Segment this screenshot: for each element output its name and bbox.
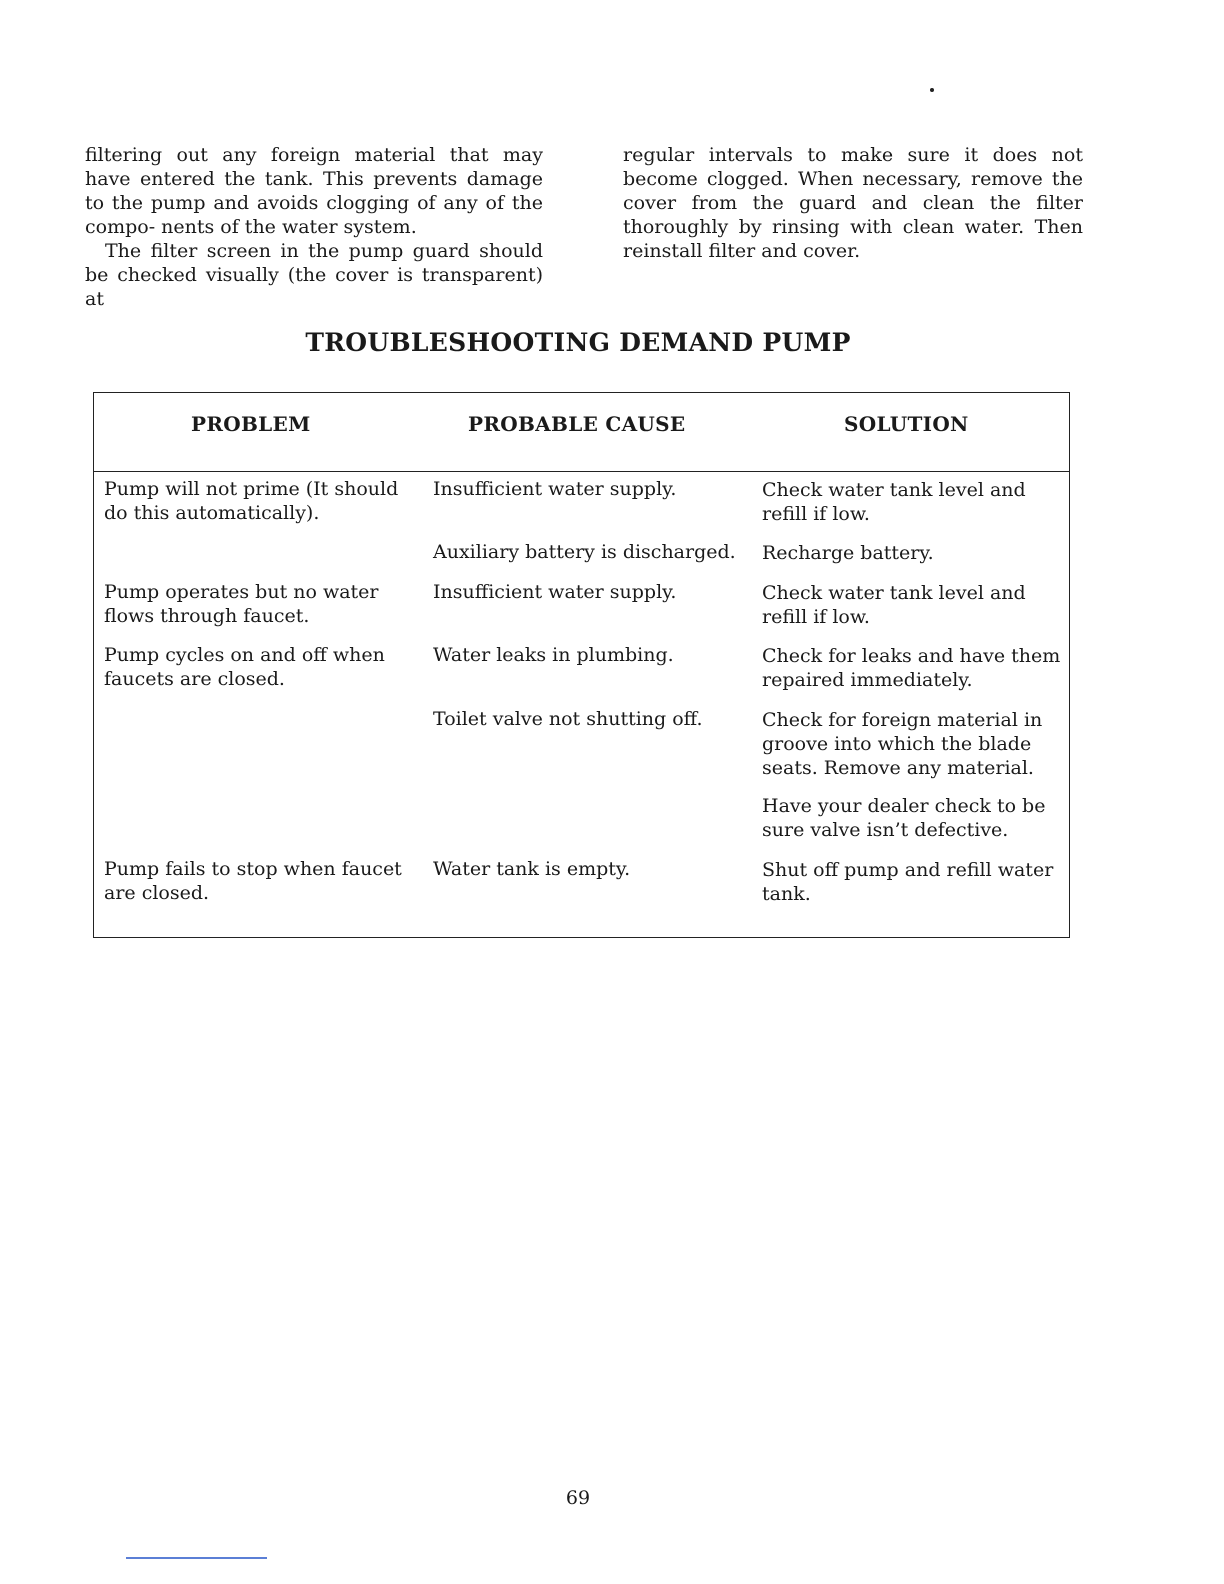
cell-solution-7: Shut off pump and refill water tank. <box>762 859 1054 905</box>
cell-solution-2: Recharge battery. <box>762 542 934 564</box>
cell-solution-5: Check for foreign material in groove into which the blade seats. Remove any material. <box>762 709 1043 779</box>
intro-right-column <box>623 143 1083 263</box>
cell-problem-3: Pump operates but no water flows through faucet. <box>104 581 379 627</box>
cell-cause-7: Water tank is empty. <box>433 858 631 880</box>
cell-cause-4: Water leaks in plumbing. <box>433 644 674 666</box>
cell-cause-1: Insufficient water supply. <box>433 478 677 500</box>
cell-problem-7: Pump fails to stop when faucet are closed. <box>104 858 402 904</box>
intro-paragraph-3: regular intervals to make sure it does not become clogged. When necessary, remove the cover from the guard and clean the filter thoroughly by rinsing with clean water. Then reinstall filter and cover. <box>623 144 1083 262</box>
cell-cause-5: Toilet valve not shutting off. <box>433 708 703 730</box>
page-number: 69 <box>565 1487 591 1509</box>
header-solution: SOLUTION <box>844 412 969 436</box>
footer-rule <box>126 1557 267 1559</box>
intro-paragraph-2: The filter screen in the pump guard should be checked visually (the cover is transparent) at <box>85 240 543 310</box>
header-problem: PROBLEM <box>191 412 311 436</box>
intro-paragraph-1: filtering out any foreign material that may have entered the tank. This prevents damage to the pump and avoids clogging of any of the compo- nents of the water system. <box>85 144 543 238</box>
intro-left-column <box>85 143 543 311</box>
cell-solution-6: Have your dealer check to be sure valve isn’t defective. <box>762 795 1046 841</box>
cell-cause-2: Auxiliary battery is discharged. <box>433 541 736 563</box>
header-probable-cause: PROBABLE CAUSE <box>468 412 686 436</box>
cell-cause-3: Insufficient water supply. <box>433 581 677 603</box>
cell-problem-1: Pump will not prime (It should do this automatically). <box>104 478 399 524</box>
section-title: TROUBLESHOOTING DEMAND PUMP <box>305 328 851 357</box>
cell-problem-4: Pump cycles on and off when faucets are closed. <box>104 644 385 690</box>
cell-solution-4: Check for leaks and have them repaired immediately. <box>762 645 1061 691</box>
troubleshooting-table <box>93 392 1070 938</box>
cell-solution-1: Check water tank level and refill if low. <box>762 479 1026 525</box>
table-header <box>94 393 1069 472</box>
stray-dot <box>930 88 934 92</box>
cell-solution-3: Check water tank level and refill if low. <box>762 582 1026 628</box>
